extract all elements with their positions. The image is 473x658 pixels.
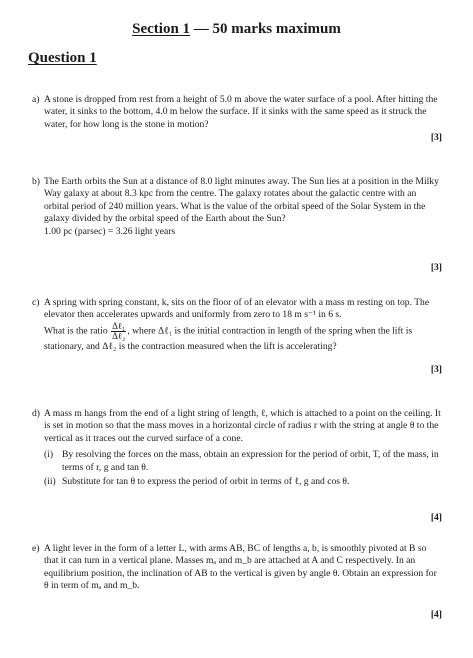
part-d-label: d): [32, 408, 40, 419]
section-title-number: Section 1: [132, 21, 191, 37]
ratio-numerator: Δℓ₁: [112, 320, 126, 331]
part-d-marks: [4]: [430, 512, 442, 523]
part-d-subparts: [44, 449, 442, 488]
part-d-sub-i-label: (i): [44, 449, 54, 461]
part-c-text2: [44, 322, 442, 353]
part-c: [32, 297, 442, 375]
part-d-sub-ii-text: Substitute for tan θ to express the period of orbit in terms of ℓ, g and cos θ.: [62, 476, 350, 488]
part-e-label: e): [32, 543, 40, 554]
section-title: [0, 20, 473, 38]
part-d-sub-i-text: By resolving the forces on the mass, obtain an expression for the period of orbit, T, of the mass, in terms of r, g and tan θ.: [62, 449, 439, 473]
part-a-label: a): [32, 94, 40, 105]
part-d-sub-i: [44, 449, 442, 474]
part-d: [32, 408, 442, 523]
part-e-marks: [4]: [430, 609, 442, 620]
part-c-text2-post: , where Δℓ₁ is the initial contraction in length of the spring when the lift is stationary, and Δℓ₂ is the contraction measured when the lift is accelerating?: [44, 325, 413, 352]
part-c-marks: [3]: [430, 364, 442, 375]
part-d-text: A mass m hangs from the end of a light string of length, ℓ, which is attached to a point on the ceiling. It is set in motion so that the mass moves in a horizontal circle of radius r with the string at angle θ to the vertical as it traces out the curved surface of a cone.: [44, 408, 441, 444]
question-title: Question 1: [28, 50, 97, 66]
part-b-marks: [3]: [430, 262, 442, 273]
part-e: [32, 543, 442, 620]
part-d-sub-ii: [44, 476, 442, 488]
part-e-text: A light lever in the form of a letter L, with arms AB, BC of lengths a, b, is smoothly pivoted at B so that it can turn in a vertical plane. Masses mₐ and m_b are attached at A and C respectively. In an equilibrium position, the inclination of AB to the vertical is given by angle θ. Obtain an expression for θ in term of mₐ and m_b.: [44, 543, 437, 592]
part-c-text1: A spring with spring constant, k, sits on the floor of of an elevator with a mass m resting on top. The elevator then accelerates upwards and uniformly from zero to 18 m s⁻¹ in 6 s.: [44, 297, 430, 321]
part-a-text: A stone is dropped from rest from a height of 5.0 m above the water surface of a pool. After hitting the water, it sinks to the bottom, 4.0 m below the surface. If it sinks with the same speed as it struck the water, for how long is the stone in motion?: [44, 94, 438, 130]
part-a: [32, 94, 442, 143]
ratio-fraction: [111, 322, 126, 341]
part-b: [32, 176, 442, 273]
part-c-text2-pre: What is the ratio: [44, 325, 108, 337]
part-b-label: b): [32, 176, 40, 187]
part-c-label: c): [32, 297, 40, 308]
part-b-note: 1.00 pc (parsec) = 3.26 light years: [44, 225, 176, 237]
ratio-denominator: Δℓ₂: [112, 330, 126, 341]
part-a-marks: [3]: [430, 132, 442, 143]
part-b-text: The Earth orbits the Sun at a distance of 8.0 light minutes away. The Sun lies at a position in the Milky Way galaxy at about 8.3 kpc from the centre. The galaxy rotates about the galactic centre with an orbital period of 240 million years. What is the value of the orbital speed of the Solar System in the galaxy divided by the orbital speed of the Earth about the Sun?: [44, 176, 439, 225]
part-d-sub-ii-label: (ii): [44, 476, 56, 488]
section-title-rest: — 50 marks maximum: [190, 21, 341, 37]
